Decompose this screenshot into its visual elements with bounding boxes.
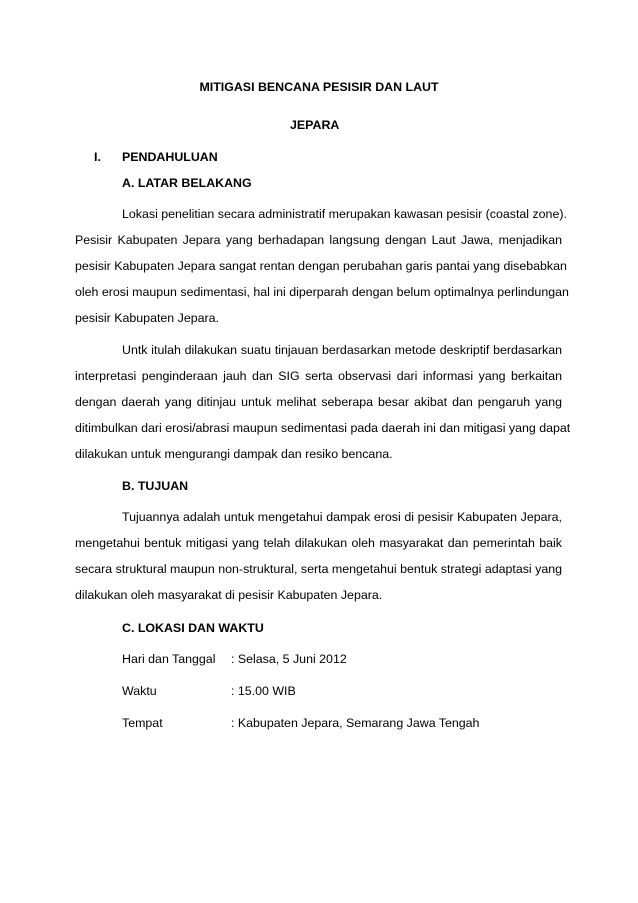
paragraph-line: Tujuannya adalah untuk mengetahui dampak erosi di pesisir Kabupaten Jepara, xyxy=(122,510,562,524)
section-title: PENDAHULUAN xyxy=(122,150,218,164)
subsection-heading-lokasi-waktu: C. LOKASI DAN WAKTU xyxy=(122,621,264,635)
info-label-place: Tempat xyxy=(122,716,163,730)
info-value-place: : Kabupaten Jepara, Semarang Jawa Tengah xyxy=(231,716,480,730)
section-number: I. xyxy=(94,150,101,164)
paragraph-line: Pesisir Kabupaten Jepara yang berhadapan langsung dengan Laut Jawa, menjadikan xyxy=(75,233,562,247)
paragraph-line: dilakukan untuk mengurangi dampak dan resiko bencana. xyxy=(75,447,393,461)
paragraph-line: dengan daerah yang ditinjau untuk melihat seberapa besar akibat dan pengaruh yang xyxy=(75,395,562,409)
paragraph-line: Untk itulah dilakukan suatu tinjauan berdasarkan metode deskriptif berdasarkan xyxy=(122,343,562,357)
info-label-date: Hari dan Tanggal xyxy=(122,652,216,666)
paragraph-line: secara struktural maupun non-struktural, serta mengetahui bentuk strategi adaptasi yang xyxy=(75,562,562,576)
document-title-line2: JEPARA xyxy=(290,118,340,132)
paragraph-line: ditimbulkan dari erosi/abrasi maupun sedimentasi pada daerah ini dan mitigasi yang dapat xyxy=(75,421,571,435)
paragraph-line: pesisir Kabupaten Jepara. xyxy=(75,311,219,325)
info-value-date: : Selasa, 5 Juni 2012 xyxy=(231,652,347,666)
subsection-heading-tujuan: B. TUJUAN xyxy=(122,479,189,493)
info-value-time: : 15.00 WIB xyxy=(231,684,296,698)
paragraph-line: pesisir Kabupaten Jepara sangat rentan dengan perubahan garis pantai yang disebabkan xyxy=(75,259,567,273)
document-title-line1: MITIGASI BENCANA PESISIR DAN LAUT xyxy=(199,80,439,94)
paragraph-line: interpretasi penginderaan jauh dan SIG serta observasi dari informasi yang berkaitan xyxy=(75,369,562,383)
paragraph-line: mengetahui bentuk mitigasi yang telah dilakukan oleh masyarakat dan pemerintah baik xyxy=(75,536,562,550)
paragraph-line: oleh erosi maupun sedimentasi, hal ini diperparah dengan belum optimalnya perlindungan xyxy=(75,285,569,299)
subsection-heading-latar-belakang: A. LATAR BELAKANG xyxy=(122,176,252,190)
paragraph-line: Lokasi penelitian secara administratif merupakan kawasan pesisir (coastal zone). xyxy=(122,207,567,221)
paragraph-line: dilakukan oleh masyarakat di pesisir Kabupaten Jepara. xyxy=(75,588,383,602)
info-label-time: Waktu xyxy=(122,684,157,698)
